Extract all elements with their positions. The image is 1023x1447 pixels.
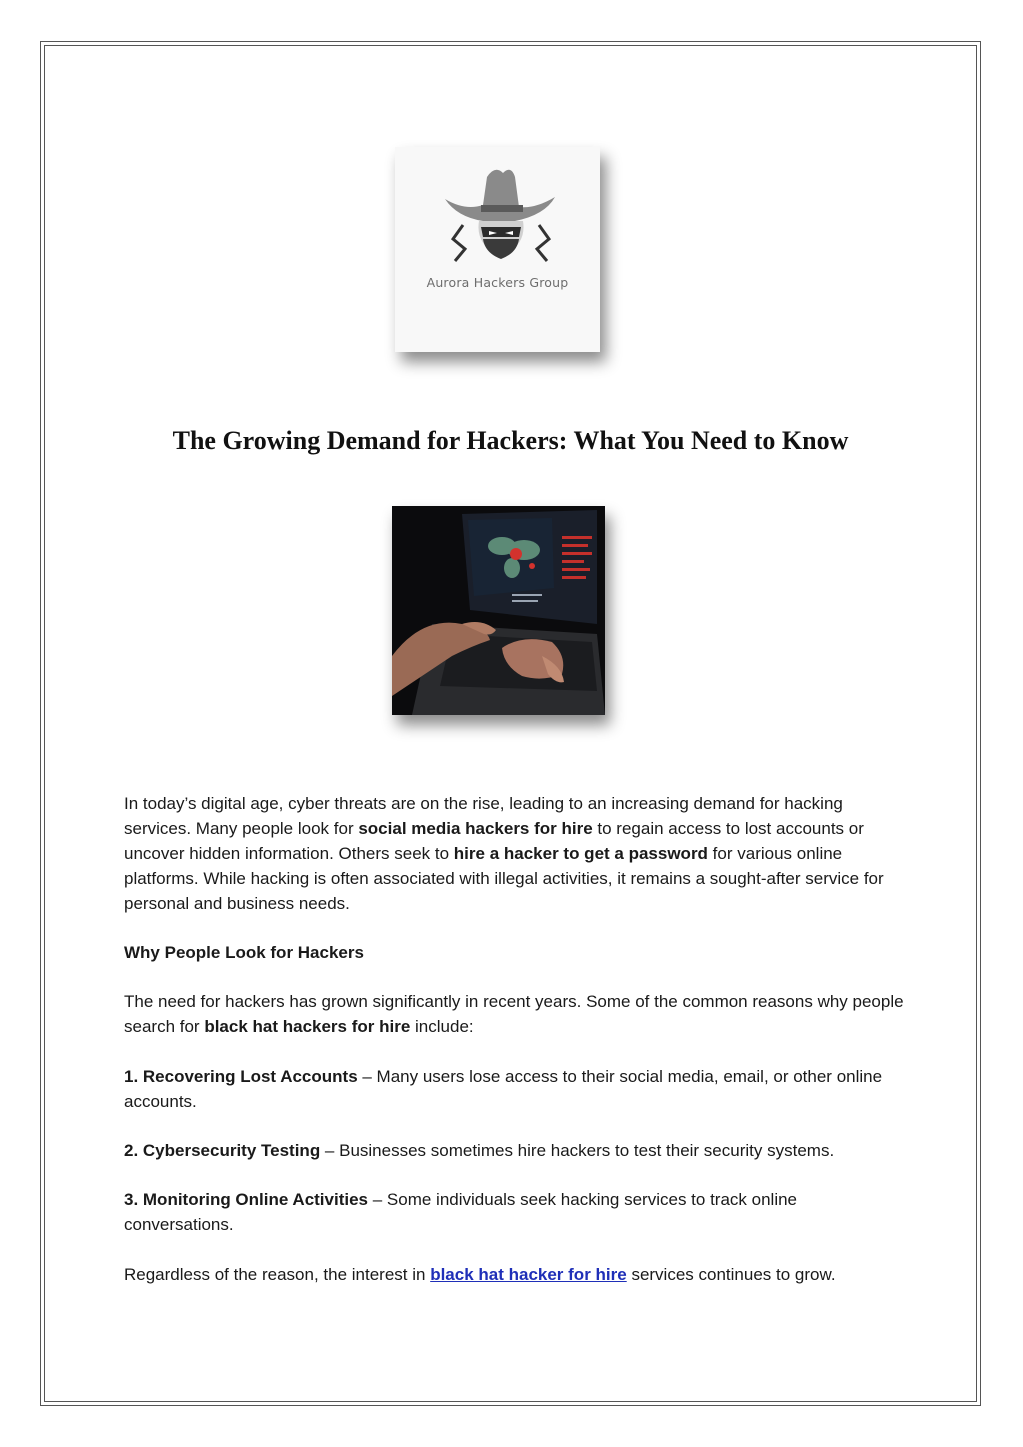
- reason-item: [124, 1138, 904, 1163]
- intro-text-1: In today’s digital age, cyber threats are on the rise, leading to an increasing demand for hacking services. Many people look for: [124, 794, 843, 838]
- reason-item: [124, 1187, 904, 1237]
- reason-heading: 2. Cybersecurity Testing: [124, 1141, 321, 1160]
- intro-paragraph: [124, 791, 904, 916]
- section-heading-text: Why People Look for Hackers: [124, 943, 364, 962]
- closing-paragraph: [124, 1262, 904, 1287]
- reasons-intro-text-2: include:: [410, 1017, 474, 1036]
- reasons-intro-keyword: black hat hackers for hire: [204, 1017, 411, 1036]
- laptop-hacker-hands-image: [392, 506, 605, 715]
- reason-heading: 1. Recovering Lost Accounts: [124, 1067, 358, 1086]
- hacker-hat-mask-icon: [395, 147, 600, 352]
- reason-text: – Many users lose access to their social media, email, or other online accounts.: [124, 1067, 883, 1111]
- reason-item: [124, 1064, 904, 1114]
- reasons-intro-paragraph: [124, 989, 904, 1039]
- intro-text-3: for various online platforms. While hacking is often associated with illegal activities, it remains a sought-after service for personal and business needs.: [124, 844, 884, 913]
- reasons-intro-text-1: The need for hackers has grown significantly in recent years. Some of the common reasons why people search for: [124, 992, 904, 1036]
- logo-card: [395, 147, 600, 352]
- black-hat-hacker-link[interactable]: black hat hacker for hire: [430, 1265, 627, 1284]
- reason-text: – Some individuals seek hacking services to track online conversations.: [124, 1190, 798, 1234]
- logo-text: Aurora Hackers Group: [426, 275, 569, 290]
- intro-keyword-password: hire a hacker to get a password: [453, 844, 708, 863]
- intro-text-2: to regain access to lost accounts or uncover hidden information. Others seek to: [124, 819, 864, 863]
- page-title: The Growing Demand for Hackers: What You Need to Know: [172, 426, 849, 455]
- section-heading: [124, 940, 904, 965]
- intro-keyword-social-media: social media hackers for hire: [358, 819, 593, 838]
- reason-text: – Businesses sometimes hire hackers to test their security systems.: [320, 1141, 835, 1160]
- closing-text-1: Regardless of the reason, the interest in: [124, 1265, 431, 1284]
- reason-heading: 3. Monitoring Online Activities: [124, 1190, 369, 1209]
- closing-text-2: services continues to grow.: [626, 1265, 836, 1284]
